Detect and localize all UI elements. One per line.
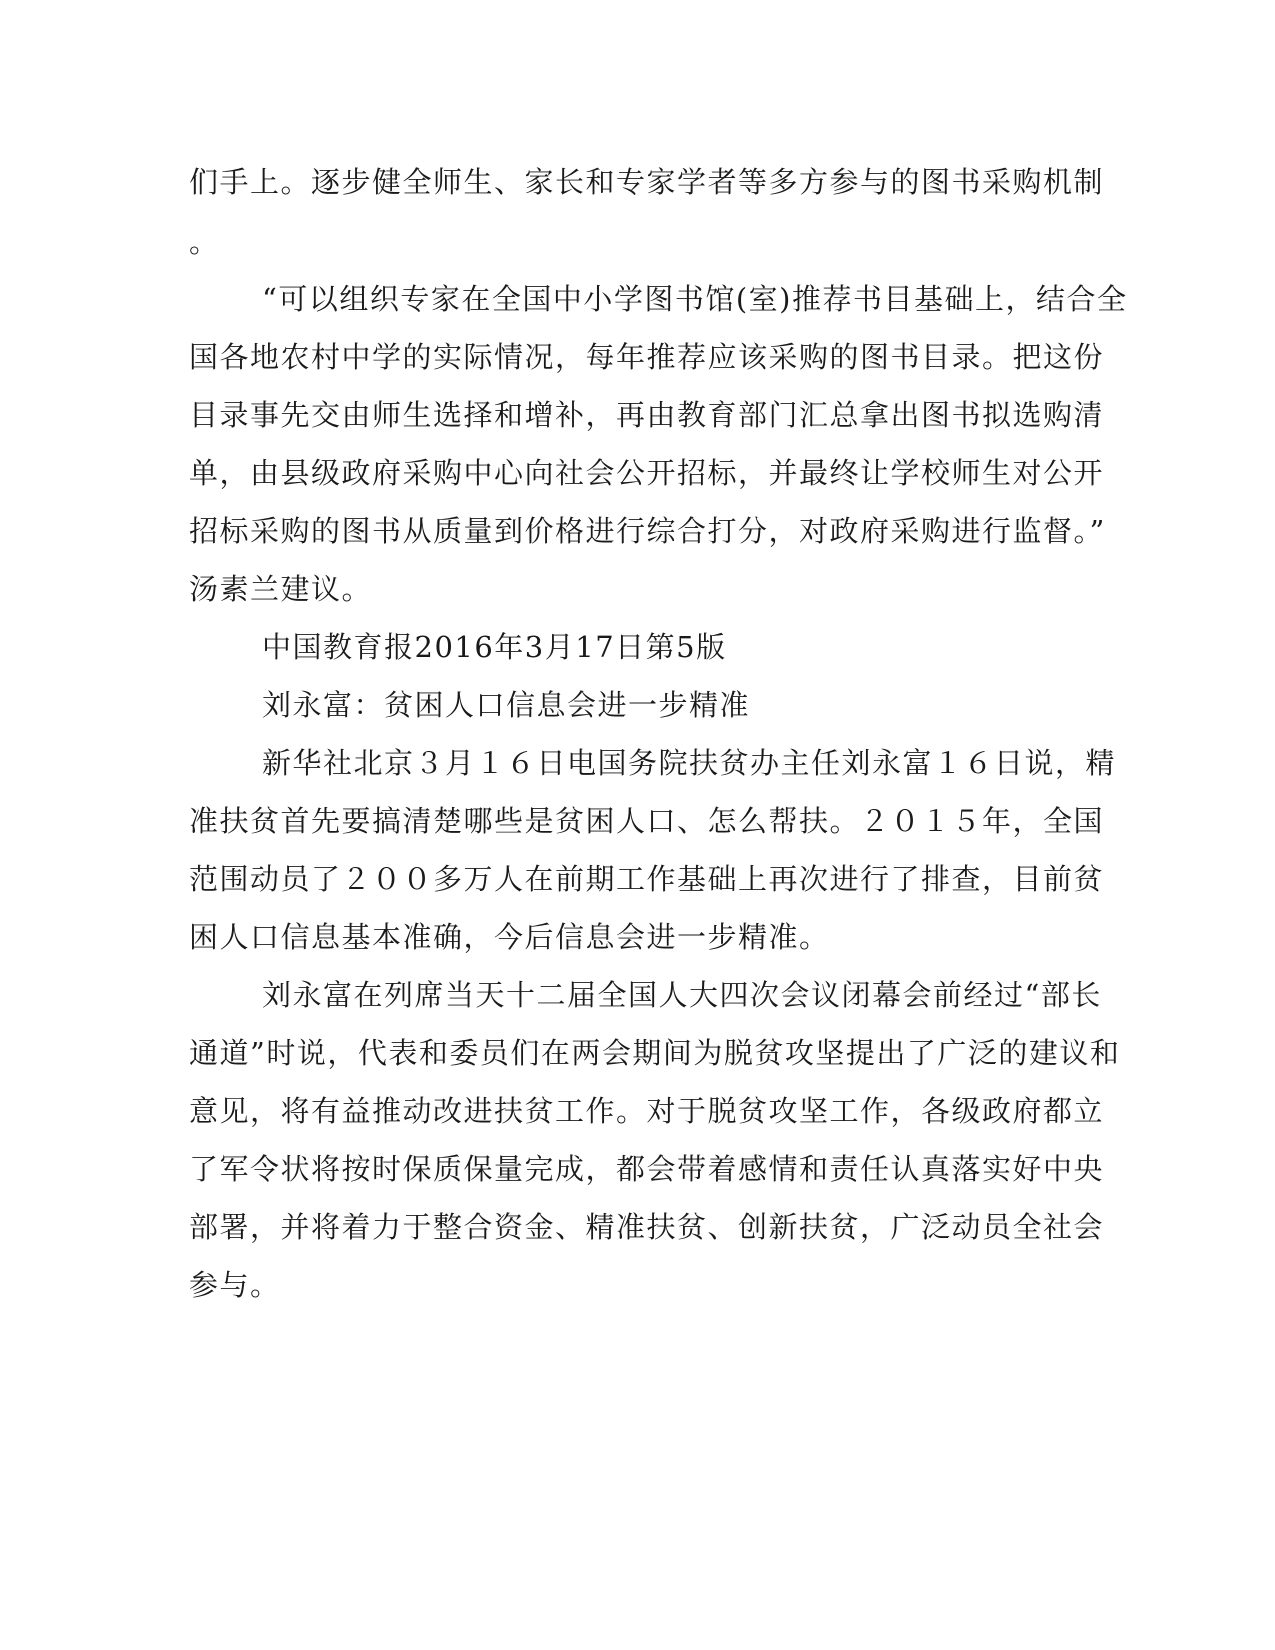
text-line: 准扶贫首先要搞清楚哪些是贫困人口、怎么帮扶。２０１５年，全国 (189, 804, 1105, 838)
text-line: “可以组织专家在全国中小学图书馆(室)推荐书目基础上，结合全 (262, 282, 1128, 316)
text-line: 部署，并将着力于整合资金、精准扶贫、创新扶贫，广泛动员全社会 (189, 1210, 1105, 1244)
text-line: 了军令状将按时保质保量完成，都会带着感情和责任认真落实好中央 (189, 1152, 1105, 1186)
text-line: 刘永富在列席当天十二届全国人大四次会议闭幕会前经过“部长 (262, 978, 1102, 1012)
text-line: 们手上。逐步健全师生、家长和专家学者等多方参与的图书采购机制 (189, 165, 1105, 199)
text-line: 困人口信息基本准确，今后信息会进一步精准。 (189, 920, 830, 954)
text-line: 招标采购的图书从质量到价格进行综合打分，对政府采购进行监督。” (189, 514, 1106, 548)
text-line: 单，由县级政府采购中心向社会公开招标，并最终让学校师生对公开 (189, 456, 1105, 490)
text-line: 意见，将有益推动改进扶贫工作。对于脱贫攻坚工作，各级政府都立 (189, 1094, 1105, 1128)
text-line: 。 (189, 225, 220, 259)
text-line: 范围动员了２００多万人在前期工作基础上再次进行了排查，目前贫 (189, 862, 1105, 896)
text-line: 国各地农村中学的实际情况，每年推荐应该采购的图书目录。把这份 (189, 340, 1105, 374)
text-line: 参与。 (189, 1268, 281, 1302)
source-line: 中国教育报2016年3月17日第5版 (262, 630, 727, 664)
text-line: 汤素兰建议。 (189, 572, 373, 606)
text-line: 通道”时说，代表和委员们在两会期间为脱贫攻坚提出了广泛的建议和 (189, 1036, 1121, 1070)
article-title: 刘永富：贫困人口信息会进一步精准 (262, 688, 751, 722)
text-line: 新华社北京３月１６日电国务院扶贫办主任刘永富１６日说，精 (262, 746, 1117, 780)
text-line: 目录事先交由师生选择和增补，再由教育部门汇总拿出图书拟选购清 (189, 398, 1105, 432)
